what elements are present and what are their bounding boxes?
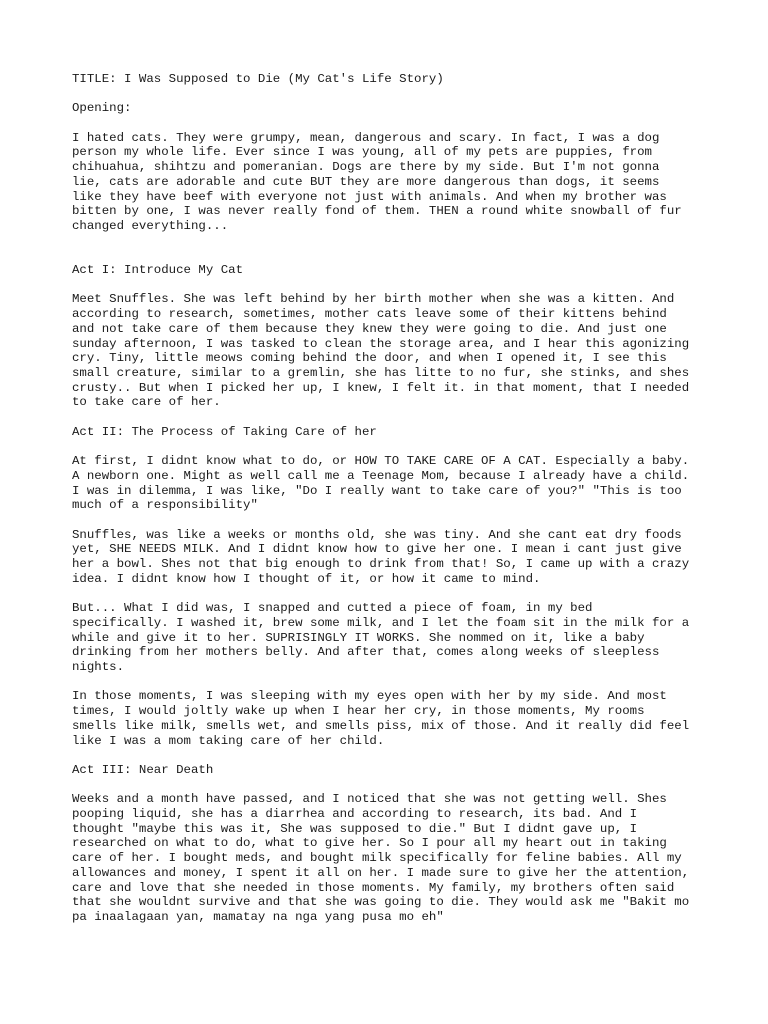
act2-paragraph-1: At first, I didnt know what to do, or HOW TO TAKE CARE OF A CAT. Especially a baby. A newborn one. Might as well call me a Teenage Mom, because I already have a child. I was in dilemma, I was like, "Do I really want to take care of you?" "This is too much of a responsibility" (72, 454, 690, 513)
opening-paragraph: I hated cats. They were grumpy, mean, dangerous and scary. In fact, I was a dog person my whole life. Ever since I was young, all of my pets are puppies, from chihuahua, shihtzu and pomeranian. Dogs are there by my side. But I'm not gonna lie, cats are adorable and cute BUT they are more dangerous than dogs, it seems like they have beef with everyone not just with animals. And when my brother was bitten by one, I was never really fond of them. THEN a round white snowball of fur changed everything... (72, 130, 682, 233)
act2-paragraph-3: But... What I did was, I snapped and cutted a piece of foam, in my bed specifically. I washed it, brew some milk, and I let the foam sit in the milk for a while and give it to her. SUPRISINGLY IT WORKS. She nommed on it, like a baby drinking from her mothers belly. And after that, comes along weeks of sleepless nights. (72, 601, 690, 674)
act2-paragraph-2: Snuffles, was like a weeks or months old, she was tiny. And she cant eat dry foods yet, SHE NEEDS MILK. And I didnt know how to give her one. I mean i cant just give her a bowl. Shes not that big enough to drink from that! So, I came up with a crazy idea. I didnt know how I thought of it, or how it came to mind. (72, 527, 690, 586)
document-title: TITLE: I Was Supposed to Die (My Cat's Life Story) (72, 72, 444, 86)
act2-heading: Act II: The Process of Taking Care of her (72, 424, 377, 439)
act1-paragraph: Meet Snuffles. She was left behind by her birth mother when she was a kitten. And according to research, sometimes, mother cats leave some of their kittens behind and not take care of them because they knew they were going to die. And just one sunday afternoon, I was tasked to clean the storage area, and I hear this agonizing cry. Tiny, little meows coming behind the door, and when I opened it, I see this small creature, similar to a gremlin, she has litte to no fur, she stinks, and shes crusty.. But when I picked her up, I knew, I felt it. in that moment, that I needed to take care of her. (72, 292, 690, 410)
act1-heading: Act I: Introduce My Cat (72, 263, 244, 278)
document-body (72, 72, 712, 939)
act3-heading: Act III: Near Death (72, 762, 214, 777)
opening-heading: Opening: (72, 101, 132, 116)
act2-paragraph-4: In those moments, I was sleeping with my eyes open with her by my side. And most times, I would joltly wake up when I hear her cry, in those moments, My rooms smells like milk, smells wet, and smells piss, mix of those. And it really did feel like I was a mom taking care of her child. (72, 689, 690, 748)
act3-paragraph: Weeks and a month have passed, and I noticed that she was not getting well. Shes pooping liquid, she has a diarrhea and according to research, its bad. And I thought "maybe this was it, She was supposed to die." But I didnt gave up, I researched on what to do, what to give her. So I pour all my heart out in taking care of her. I bought meds, and bought milk specifically for feline babies. All my allowances and money, I spent it all on her. I made sure to give her the attention, care and love that she needed in those moments. My family, my brothers often said that she wouldnt survive and that she was going to die. They would ask me "Bakit mo pa inaalagaan yan, mamatay na nga yang pusa mo eh" (72, 792, 690, 924)
